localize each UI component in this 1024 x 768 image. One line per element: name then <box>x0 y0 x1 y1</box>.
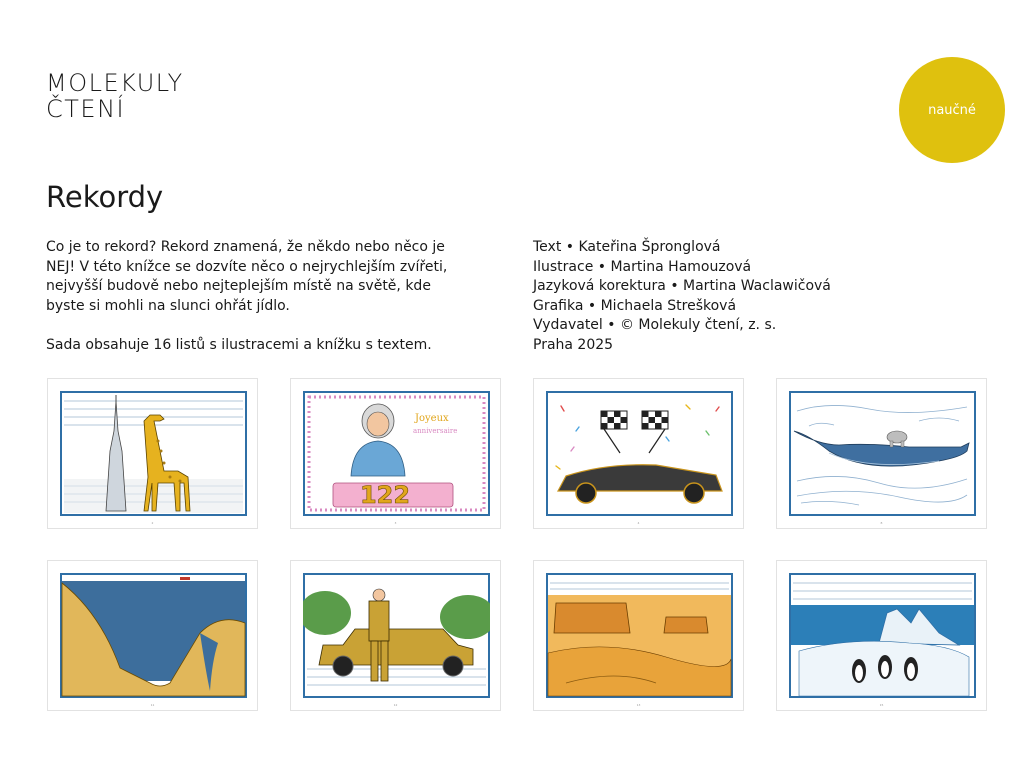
page-number: 13 <box>636 703 641 707</box>
credit-line: Jazyková korektura • Martina Waclawičová <box>533 278 831 294</box>
page-number: 15 <box>879 703 884 707</box>
brand-logo <box>46 70 184 122</box>
illustration-card[interactable] <box>290 560 501 711</box>
page-number: 3 <box>394 521 397 525</box>
skyscraper-giraffe-illustration <box>60 391 247 516</box>
page-number: 2 <box>151 521 154 525</box>
credit-line: Text • Kateřina Špronglová <box>533 239 721 255</box>
page-number: 8 <box>880 521 883 525</box>
credit-line: Vydavatel • © Molekuly čtení, z. s. <box>533 317 777 333</box>
description <box>46 238 466 355</box>
whale-elephant-illustration <box>789 391 976 516</box>
illustration-card[interactable] <box>533 560 744 711</box>
race-car-flags-illustration <box>546 391 733 516</box>
page-number: 12 <box>393 703 398 707</box>
illustration-card[interactable] <box>776 560 987 711</box>
card-caption: anniversaire <box>413 427 458 435</box>
page-number: 11 <box>150 703 155 707</box>
brand-line-1: MOLEKULY <box>46 69 184 97</box>
page-number: 4 <box>637 521 640 525</box>
credit-line: Ilustrace • Martina Hamouzová <box>533 258 752 275</box>
credit-line: Praha 2025 <box>533 336 614 353</box>
brand-line-2: ČTENÍ <box>46 95 126 123</box>
description-paragraph: Sada obsahuje 16 listů s ilustracemi a knížku s textem. <box>46 336 432 353</box>
card-caption: Joyeux <box>415 413 449 424</box>
illustration-card[interactable] <box>533 378 744 529</box>
description-paragraph: Co je to rekord? Rekord znamená, že někdo nebo něco je NEJ! V této knížce se dozvíte něco o nejrychlejším zvířeti, nejvyšší budově nebo nejteplejším místě na světě, kde byste si mohli na slunci ohřát jídlo. <box>46 239 448 314</box>
credit-line: Grafika • Michaela Strešková <box>533 297 737 314</box>
ocean-trench-illustration <box>60 573 247 698</box>
credits-list <box>533 238 873 355</box>
category-badge-label: naučné <box>928 102 976 118</box>
page-title: Rekordy <box>46 180 164 214</box>
illustration-card[interactable] <box>290 378 501 529</box>
penguins-iceberg-illustration <box>789 573 976 698</box>
illustration-card[interactable] <box>776 378 987 529</box>
vintage-car-man-illustration <box>303 573 490 698</box>
birthday-grandmother-illustration <box>303 391 490 516</box>
cake-number: 122 <box>359 481 411 509</box>
desert-canyon-illustration <box>546 573 733 698</box>
illustration-card[interactable] <box>47 378 258 529</box>
category-badge <box>899 57 1005 163</box>
illustration-card[interactable] <box>47 560 258 711</box>
